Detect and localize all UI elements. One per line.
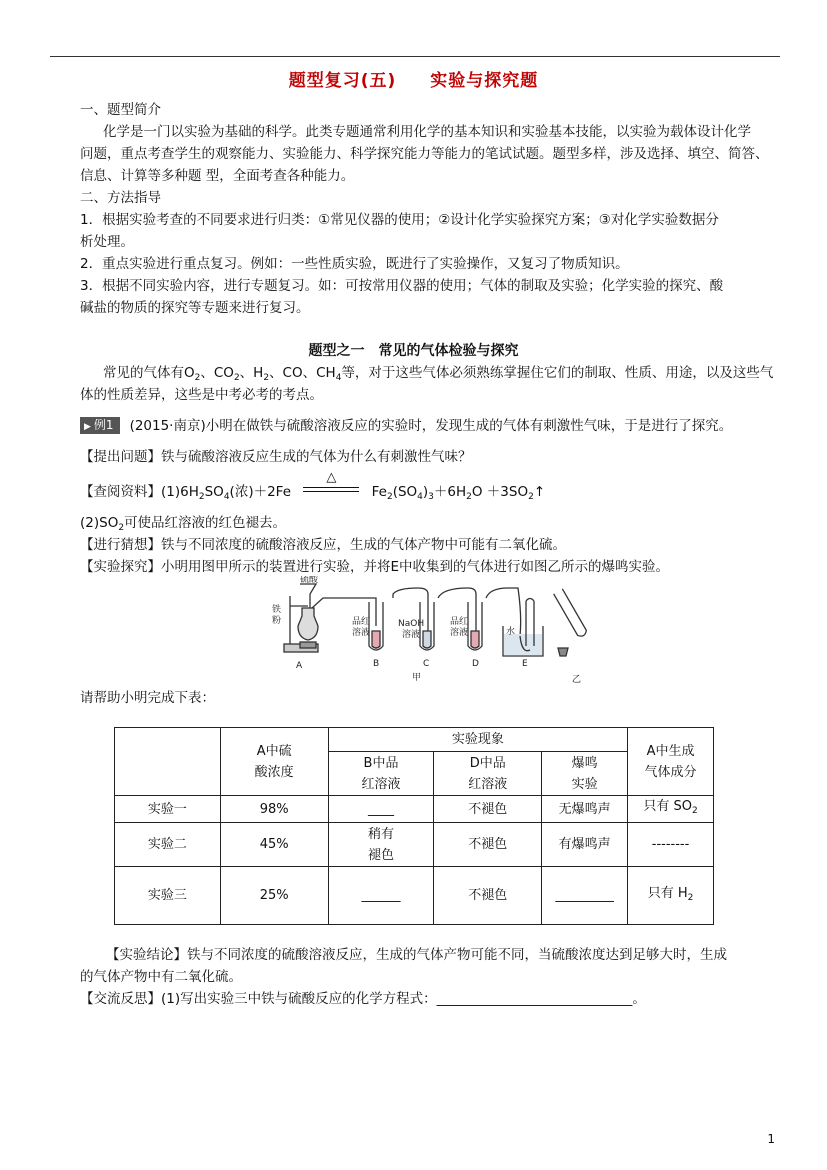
label-naoh-2: 溶液 bbox=[402, 630, 421, 640]
label-iron-2: 粉 bbox=[272, 616, 282, 626]
label-a: A bbox=[296, 661, 303, 671]
method-1-line-2: 析处理。 bbox=[80, 234, 134, 250]
table-row: 实验一 98% ____ 不褪色 无爆鸣声 只有 $SO_2$ bbox=[115, 796, 714, 823]
header-d: D中品 红溶液 bbox=[434, 752, 542, 796]
example-text: (2015·南京)小明在做铁与硫酸溶液反应的实验时，发现生成的气体有刺激性气味，于是进行了探究。 bbox=[129, 418, 733, 434]
answer-blank[interactable]: _________ bbox=[542, 867, 628, 925]
method-1-line-1: 1．根据实验考查的不同要求进行归类：①常见仪器的使用；②设计化学实验探究方案；③对化学实验数据分 bbox=[80, 212, 719, 228]
label-naoh-1: NaOH bbox=[398, 619, 425, 629]
label-pink-b-2: 溶液 bbox=[352, 628, 371, 638]
heat-triangle-icon: △ bbox=[326, 470, 337, 485]
header-empty bbox=[115, 728, 221, 796]
label-iron-1: 铁 bbox=[272, 605, 282, 615]
header-gas: A中生成 气体成分 bbox=[628, 728, 714, 796]
conclusion-line-2: 的气体产物中有二氧化硫。 bbox=[80, 969, 242, 985]
example-1 bbox=[80, 415, 780, 437]
label-c: C bbox=[423, 659, 430, 669]
table-header-row-1 bbox=[115, 728, 714, 752]
section-part-1: 题型之一 bbox=[308, 343, 365, 359]
table-row: 实验二 45% 稍有 褪色 不褪色 有爆鸣声 -------- bbox=[115, 823, 714, 867]
method-2: 2．重点实验进行重点复习。例如：一些性质实验，既进行了实验操作，又复习了物质知识。 bbox=[80, 256, 629, 272]
header-b: B中品 红溶液 bbox=[328, 752, 434, 796]
header-rule bbox=[50, 56, 780, 57]
play-icon: ▶ bbox=[84, 422, 91, 432]
label-pink-d-2: 溶液 bbox=[450, 628, 469, 638]
table-intro: 请帮助小明完成下表： bbox=[80, 690, 215, 706]
label-jia: 甲 bbox=[412, 673, 422, 683]
heading-method: 二、方法指导 bbox=[80, 190, 161, 206]
intro-line-2: 问题，重点考查学生的观察能力、实验能力、科学探究能力等能力的笔试试题。题型多样，涉及选择、填空、简答、 bbox=[80, 146, 769, 162]
heat-equals-sign bbox=[301, 470, 361, 503]
explore-line: 【实验探究】小明用图甲所示的装置进行实验，并将E中收集到的气体进行如图乙所示的爆鸣实验。 bbox=[80, 559, 670, 575]
header-conc: A中硫 酸浓度 bbox=[220, 728, 328, 796]
label-pink-b-1: 品红 bbox=[352, 617, 371, 627]
label-acid: 硫酸 bbox=[300, 576, 319, 585]
guess-line: 【进行猜想】铁与不同浓度的硫酸溶液反应，生成的气体产物中可能有二氧化硫。 bbox=[80, 537, 566, 553]
conclusion-line-1: 【实验结论】铁与不同浓度的硫酸溶液反应，生成的气体产物可能不同，当硫酸浓度达到足够大时，生成 bbox=[106, 947, 727, 963]
section-part-2: 常见的气体检验与探究 bbox=[378, 343, 519, 359]
equation-answer-blank[interactable]: _____________________________ bbox=[436, 991, 633, 1007]
apparatus-figure bbox=[268, 576, 608, 686]
page-number: 1 bbox=[767, 1132, 775, 1146]
heading-intro: 一、题型简介 bbox=[80, 102, 161, 118]
answer-blank[interactable]: ____ bbox=[328, 796, 434, 823]
example-badge: ▶ 例1 bbox=[80, 417, 120, 434]
gas-arrow-icon: ↑ bbox=[533, 484, 546, 500]
question-line: 【提出问题】铁与硫酸溶液反应生成的气体为什么有刺激性气味？ bbox=[80, 449, 472, 465]
label-pink-d-1: 品红 bbox=[450, 617, 469, 627]
label-yi: 乙 bbox=[572, 675, 582, 685]
label-d: D bbox=[472, 659, 479, 669]
page-title bbox=[0, 66, 827, 91]
reflect-line: 【交流反思】(1)写出实验三中铁与硫酸反应的化学方程式：_____________________________。 bbox=[80, 991, 646, 1007]
header-observation: 实验现象 bbox=[328, 728, 628, 752]
title-part-2: 实验与探究题 bbox=[430, 71, 539, 91]
reference-1: 【查阅资料】$(1)6H_2SO_4$(浓)＋2Fe △ $Fe_2(SO_4)_3+6H_2O$ $+3SO_2↑$ bbox=[80, 481, 780, 508]
results-table bbox=[114, 727, 714, 925]
intro-line-3: 信息、计算等多种题 型，全面考查各种能力。 bbox=[80, 168, 355, 184]
answer-blank[interactable]: -------- bbox=[628, 823, 714, 867]
label-water: 水 bbox=[506, 627, 516, 637]
gases-line-1: 常见的气体有$O_2$、$CO_2$、$H_2$、CO、$CH_4$等，对于这些气体必须熟练掌握住它们的制取、性质、用途，以及这些气 bbox=[103, 365, 774, 383]
label-b: B bbox=[373, 659, 380, 669]
section-heading bbox=[0, 340, 827, 360]
table-row: 实验三 25% ______ 不褪色 _________ 只有 $H_2$ bbox=[115, 867, 714, 925]
intro-line-1: 化学是一门以实验为基础的科学。此类专题通常利用化学的基本知识和实验基本技能，以实验为载体设计化学 bbox=[103, 124, 751, 140]
answer-blank[interactable]: ______ bbox=[328, 867, 434, 925]
title-part-1: 题型复习(五) bbox=[288, 71, 397, 91]
method-3-line-1: 3．根据不同实验内容，进行专题复习。如：可按常用仪器的使用；气体的制取及实验；化学实验的探究、酸 bbox=[80, 278, 724, 294]
header-pop: 爆鸣 实验 bbox=[542, 752, 628, 796]
gases-line-2: 体的性质差异，这些是中考必考的考点。 bbox=[80, 387, 323, 403]
reference-2: $(2)SO_2$可使品红溶液的红色褪去。 bbox=[80, 515, 287, 533]
method-3-line-2: 碱盐的物质的探究等专题来进行复习。 bbox=[80, 300, 310, 316]
label-e: E bbox=[522, 659, 528, 669]
